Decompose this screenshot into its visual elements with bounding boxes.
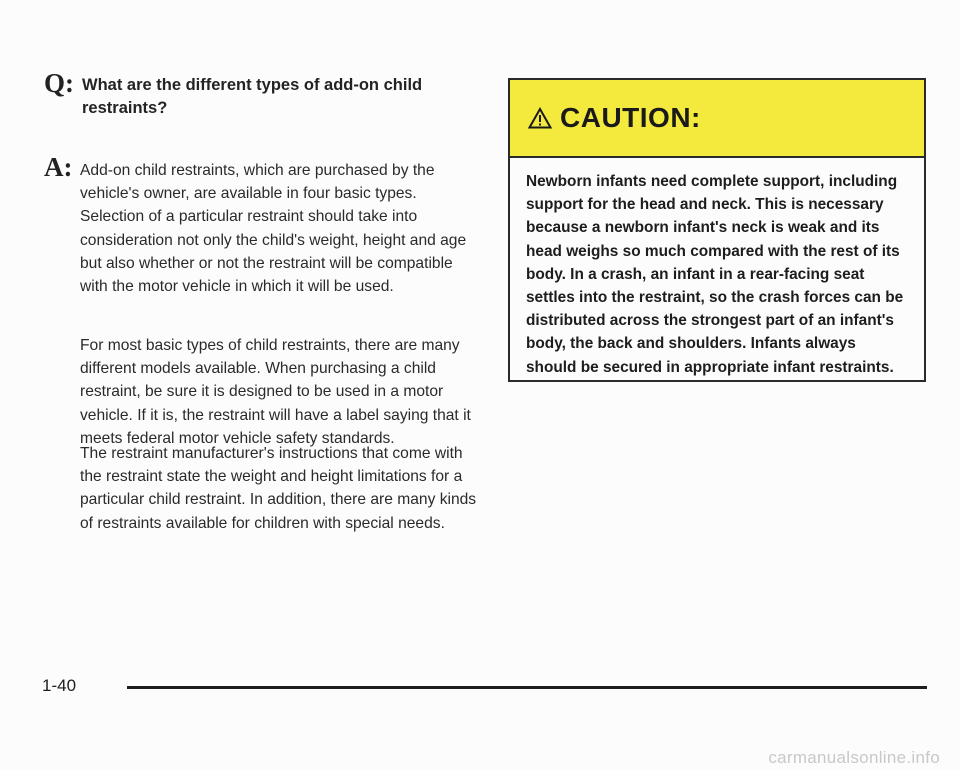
answer-paragraph-3	[80, 442, 478, 535]
answer-text-3: The restraint manufacturer's instructions that come with the restraint state the weight and height limitations for a particular child restraint. In addition, there are many kinds of restraints available for children with special needs.	[80, 445, 477, 532]
footer-rule	[127, 686, 927, 689]
answer-paragraph-1	[80, 159, 478, 298]
page-number: 1-40	[42, 676, 77, 695]
answer-label: A:	[44, 152, 73, 182]
warning-triangle-icon	[528, 107, 552, 129]
answer-text-1: Add-on child restraints, which are purchased by the vehicle's owner, are available in four basic types. Selection of a particular restraint should take into consideration not only the child's weight, height and age but also whether or not the restraint will be compatible with the motor vehicle in which it will be used.	[80, 162, 467, 296]
caution-text: Newborn infants need complete support, including support for the head and neck. This is necessary because a newborn infant's neck is weak and its head weighs so much compared with the rest of its body. In a crash, an infant in a rear-facing seat settles into the restraint, so the crash forces can be distributed across the strongest part of an infant's body, the back and shoulders. Infants always should be secured in appropriate infant restraints.	[526, 173, 904, 376]
watermark: carmanualsonline.info	[768, 748, 940, 767]
question-text: What are the different types of add-on child restraints?	[82, 76, 423, 117]
caution-title: CAUTION:	[560, 102, 701, 133]
question-label: Q:	[44, 68, 74, 98]
answer-text-2: For most basic types of child restraints, there are many different models available. When purchasing a child restraint, be sure it is designed to be used in a motor vehicle. If it is, the restraint will have a label saying that it meets federal motor vehicle safety standards.	[80, 337, 471, 447]
caution-header	[510, 80, 924, 158]
caution-box	[508, 78, 926, 382]
answer-paragraph-2	[80, 334, 480, 450]
